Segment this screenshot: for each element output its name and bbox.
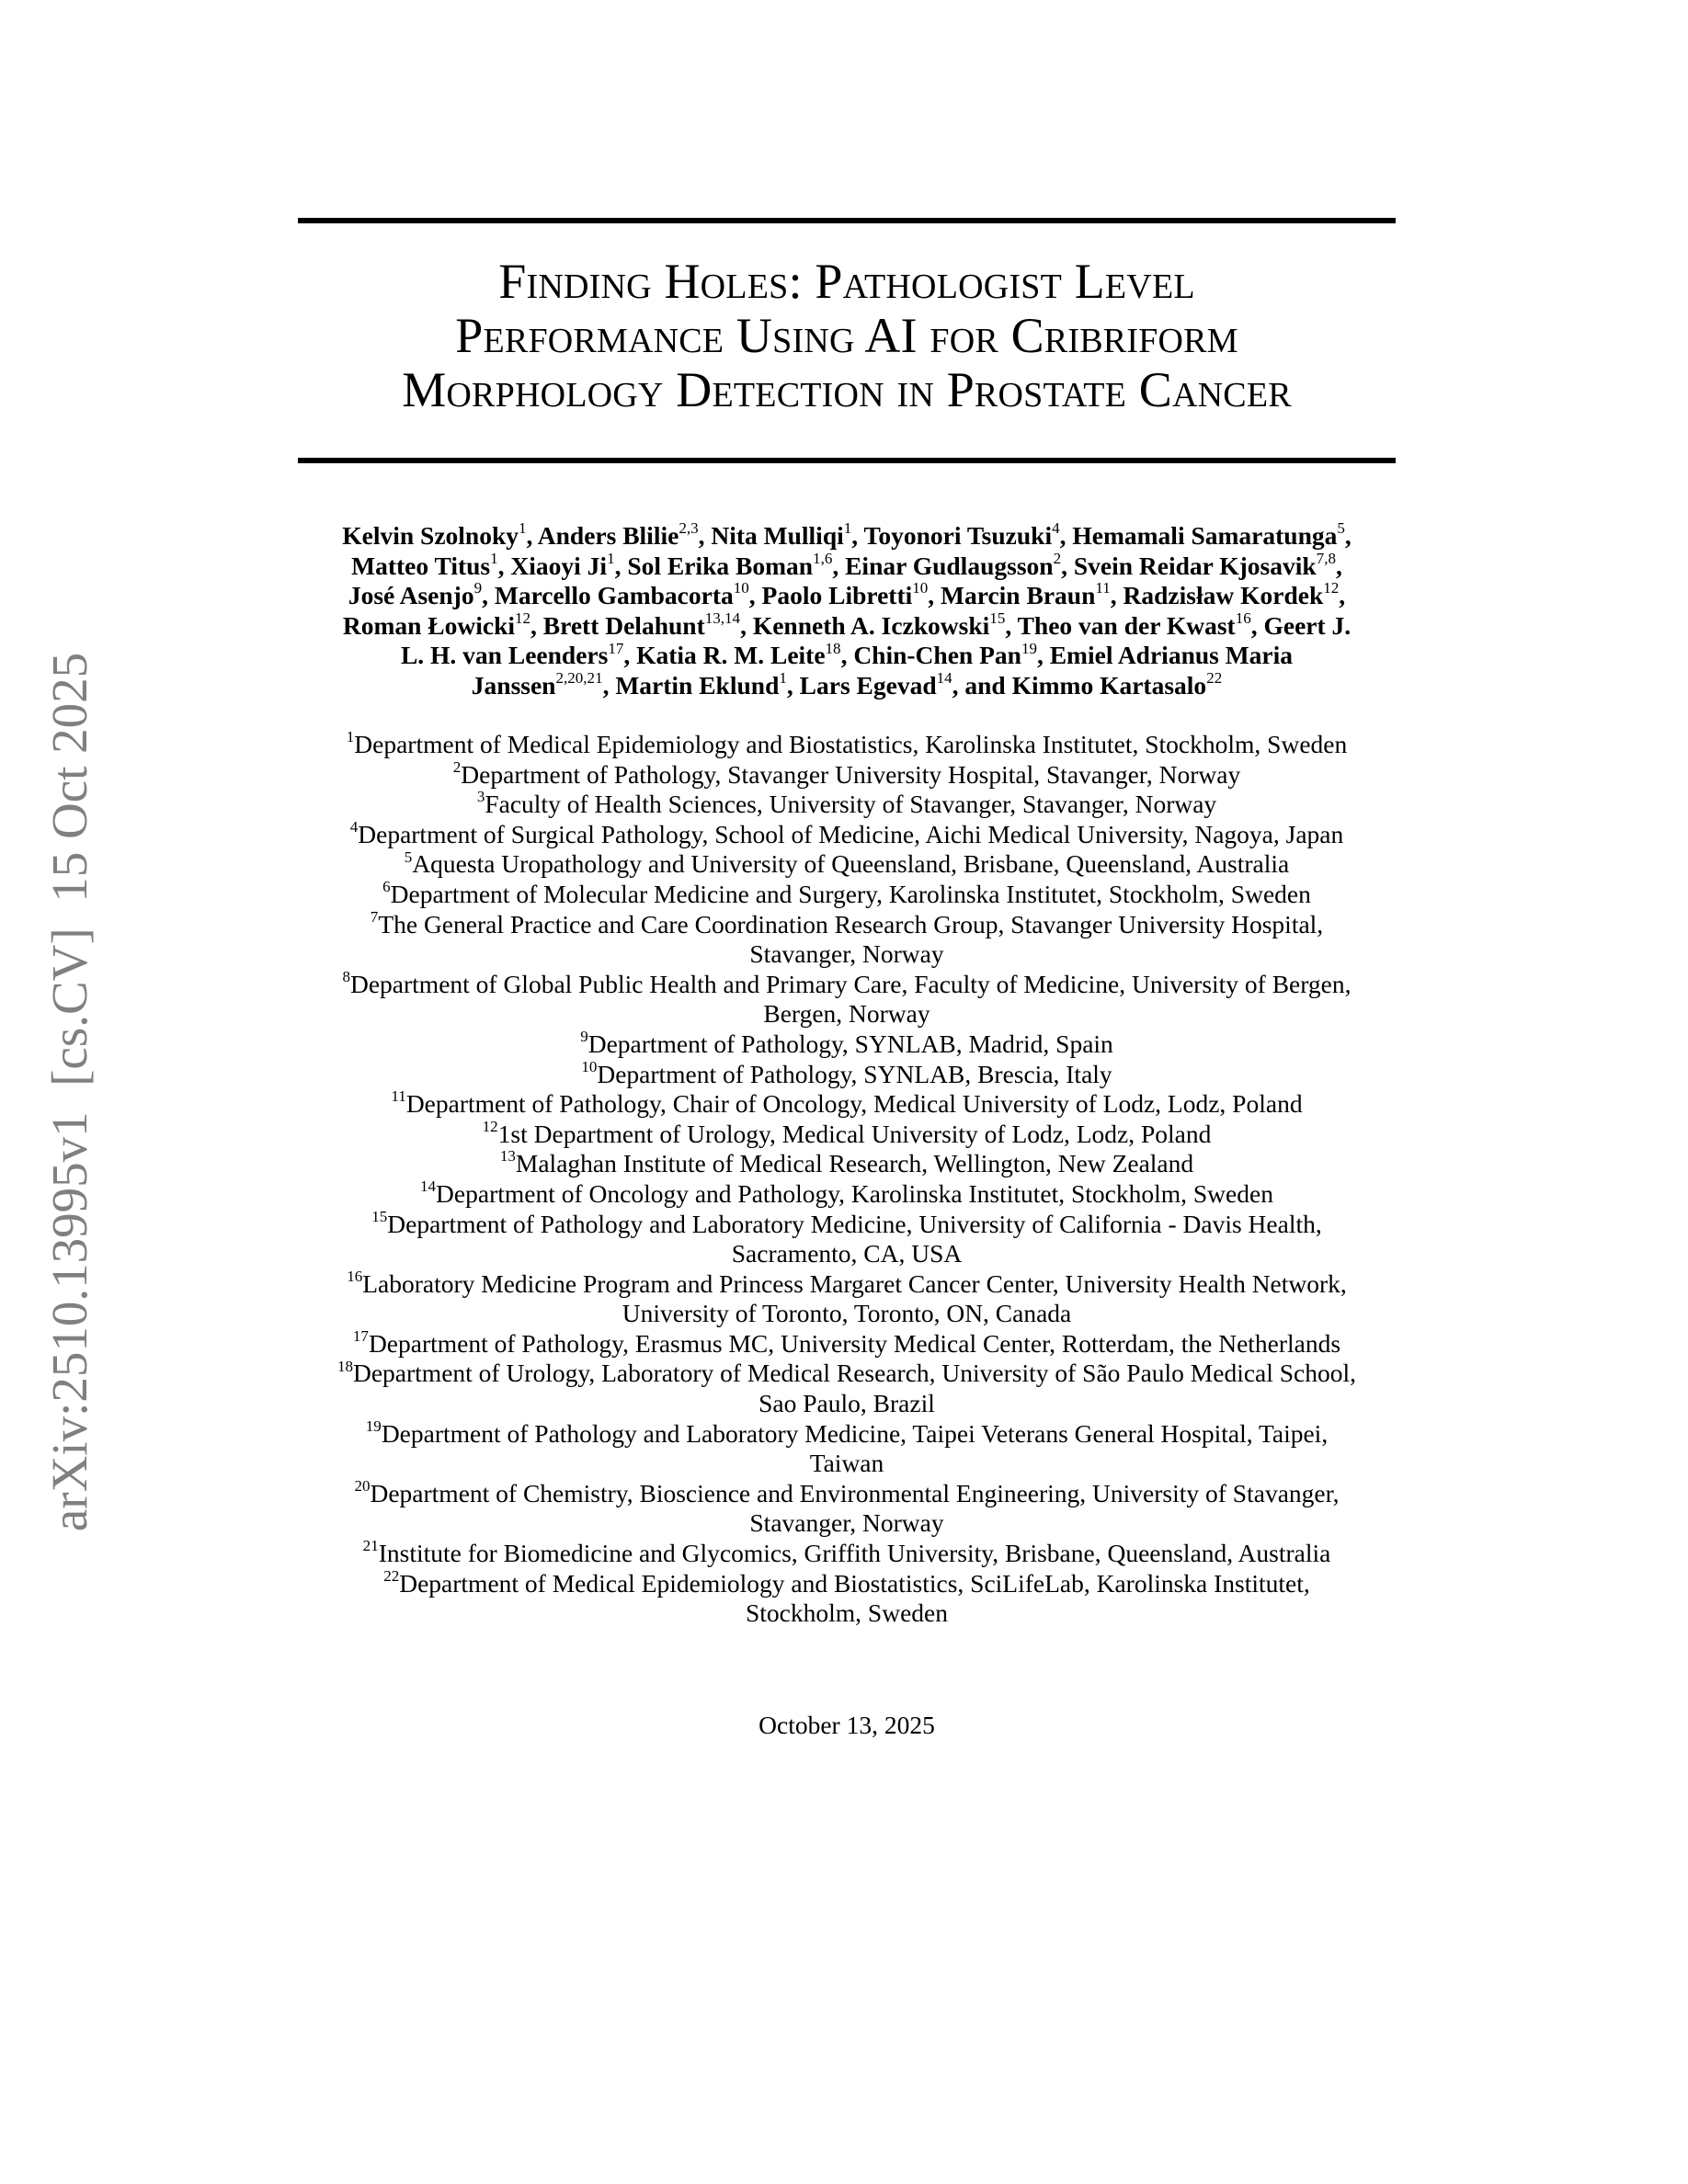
author-affiliation-marker: 2,3	[679, 519, 699, 538]
affiliation-item	[294, 1476, 1399, 1539]
affiliation-line	[294, 1057, 1399, 1090]
author-name: José Asenjo	[348, 581, 474, 610]
author-name: Hemamali Samaratunga	[1072, 521, 1338, 550]
author-name: Kelvin Szolnoky	[342, 521, 519, 550]
author-name: Svein Reidar Kjosavik	[1073, 551, 1317, 580]
affiliation-line	[294, 1269, 1399, 1300]
author-separator: ,	[623, 641, 637, 670]
author-name: Geert J.	[1263, 610, 1352, 640]
author-affiliation-marker: 11	[1095, 579, 1111, 597]
author-separator: ,	[832, 551, 846, 580]
affiliation-list	[294, 730, 1399, 1629]
affiliation-text: Department of Pathology and Laboratory Medicine, University of California - Davis Health,	[387, 1209, 1322, 1238]
author-separator: ,	[851, 521, 864, 550]
affiliation-item	[294, 1539, 1399, 1569]
affiliation-line	[294, 1566, 1399, 1599]
author-affiliation-marker: 1,6	[813, 549, 833, 567]
affiliation-number: 3	[476, 788, 485, 806]
affiliation-text: Taiwan	[809, 1449, 884, 1478]
author-affiliation-marker: 12	[515, 609, 531, 627]
affiliation-text: University of Toronto, Toronto, ON, Canada	[622, 1299, 1072, 1328]
author-affiliation-marker: 5	[1337, 519, 1345, 538]
affiliation-item	[294, 967, 1399, 1029]
author-separator: ,	[482, 581, 495, 610]
author-affiliation-marker: 2	[1053, 549, 1062, 567]
affiliation-text: Bergen, Norway	[763, 999, 930, 1029]
author-separator: ,	[928, 581, 941, 610]
author-name: L. H. van Leenders	[400, 641, 609, 670]
affiliation-line	[294, 999, 1399, 1029]
title-line: Morphology Detection in Prostate Cancer	[402, 362, 1292, 417]
affiliation-text: Department of Pathology, Stavanger University Hospital, Stavanger, Norway	[461, 759, 1241, 789]
author-affiliation-marker: 18	[825, 639, 841, 657]
author-affiliation-marker: 4	[1052, 519, 1060, 538]
affiliation-number: 2	[452, 757, 462, 776]
affiliation-number: 11	[391, 1087, 406, 1106]
author-name: Martin Eklund	[615, 670, 780, 700]
affiliation-item	[294, 880, 1399, 910]
affiliation-line	[294, 1359, 1399, 1389]
author-name: Chin-Chen Pan	[853, 641, 1021, 670]
affiliation-text: Department of Medical Epidemiology and Biostatistics, Karolinska Institutet, Stockholm, Sweden	[354, 730, 1348, 758]
affiliation-line	[294, 967, 1399, 1000]
affiliation-text: Department of Global Public Health and Primary Care, Faculty of Medicine, University of Bergen,	[349, 969, 1352, 998]
affiliation-text: Department of Surgical Pathology, School of Medicine, Aichi Medical University, Nagoya, Japan	[358, 819, 1344, 848]
author-separator: ,	[1059, 521, 1073, 550]
affiliation-text: Department of Chemistry, Bioscience and Environmental Engineering, University of Stavanger,	[370, 1478, 1340, 1507]
affiliation-item	[294, 730, 1399, 760]
author-separator: ,	[1335, 551, 1342, 580]
affiliation-line	[294, 939, 1399, 970]
affiliation-text: Stavanger, Norway	[749, 939, 944, 969]
author-affiliation-marker: 13,14	[704, 609, 741, 627]
affiliation-text: Faculty of Health Sciences, University of Stavanger, Stavanger, Norway	[485, 790, 1217, 819]
affiliation-item	[294, 1207, 1399, 1269]
affiliation-item	[294, 1269, 1399, 1329]
author-name: Lars Egevad	[799, 670, 937, 700]
affiliation-item	[294, 817, 1399, 850]
affiliation-number: 5	[404, 847, 413, 866]
author-line	[294, 581, 1399, 611]
author-affiliation-marker: 22	[1206, 669, 1223, 688]
author-name: Paolo Libretti	[761, 581, 913, 610]
author-separator: ,	[530, 610, 543, 640]
author-affiliation-marker: 17	[608, 639, 624, 657]
affiliation-line	[294, 1239, 1399, 1269]
author-separator: ,	[497, 551, 511, 580]
affiliation-number: 12	[482, 1117, 498, 1135]
author-separator: ,	[1250, 610, 1264, 640]
affiliation-line	[294, 849, 1399, 880]
author-affiliation-marker: 1	[490, 549, 498, 567]
affiliation-number: 4	[349, 817, 359, 836]
affiliation-item	[294, 1117, 1399, 1150]
author-separator: ,	[1061, 551, 1074, 580]
affiliation-number: 20	[354, 1476, 371, 1495]
affiliation-item	[294, 1416, 1399, 1479]
affiliation-line	[294, 1449, 1399, 1479]
author-name: Marcello Gambacorta	[494, 581, 734, 610]
affiliation-line	[294, 1329, 1399, 1359]
author-name: Brett Delahunt	[542, 610, 705, 640]
affiliation-line	[294, 880, 1399, 910]
affiliation-text: Department of Pathology, Erasmus MC, University Medical Center, Rotterdam, the Netherlands	[368, 1328, 1341, 1358]
affiliation-text: Malaghan Institute of Medical Research, Wellington, New Zealand	[515, 1149, 1194, 1178]
affiliation-item	[294, 849, 1399, 880]
affiliation-line	[294, 907, 1399, 940]
author-name: Sol Erika Boman	[627, 551, 814, 580]
author-name: Janssen	[471, 670, 556, 700]
affiliation-number: 1	[346, 728, 355, 746]
affiliation-number: 14	[420, 1177, 437, 1196]
publication-date: October 13, 2025	[758, 1711, 935, 1739]
author-separator: ,	[614, 551, 628, 580]
affiliation-line	[294, 1539, 1399, 1569]
author-affiliation-marker: 1	[607, 549, 615, 567]
affiliation-line	[294, 1179, 1399, 1210]
affiliation-number: 15	[371, 1207, 388, 1225]
affiliation-item	[294, 790, 1399, 820]
author-separator: ,	[840, 641, 854, 670]
author-name: Marcin Braun	[941, 581, 1096, 610]
author-affiliation-marker: 9	[473, 579, 483, 597]
affiliation-line	[294, 1089, 1399, 1120]
author-name: Roman Łowicki	[342, 610, 516, 640]
affiliation-item	[294, 1179, 1399, 1210]
author-line	[294, 671, 1399, 701]
affiliation-number: 22	[383, 1566, 400, 1585]
author-line	[294, 521, 1399, 552]
author-line	[294, 549, 1399, 582]
author-separator: , and	[952, 670, 1012, 700]
author-name: Theo van der Kwast	[1017, 610, 1236, 640]
author-separator: ,	[786, 670, 800, 700]
author-affiliation-marker: 16	[1235, 609, 1251, 627]
affiliation-number: 13	[499, 1147, 516, 1166]
affiliation-number: 9	[580, 1028, 588, 1046]
affiliation-item	[294, 1029, 1399, 1060]
author-affiliation-marker: 1	[779, 669, 787, 688]
affiliation-text: Department of Pathology, SYNLAB, Brescia, Italy	[597, 1059, 1112, 1088]
author-separator: ,	[1110, 581, 1123, 610]
affiliation-line	[294, 1029, 1399, 1060]
author-name: Emiel Adrianus Maria	[1049, 641, 1294, 670]
affiliation-text: Department of Pathology, Chair of Oncology, Medical University of Lodz, Lodz, Poland	[405, 1089, 1303, 1119]
affiliation-item	[294, 1329, 1399, 1359]
affiliation-text: Department of Pathology and Laboratory Medicine, Taipei Veterans General Hospital, Taipei,	[381, 1418, 1329, 1448]
affiliation-line	[294, 1476, 1399, 1509]
affiliation-number: 17	[352, 1327, 369, 1346]
title-rule-top	[298, 218, 1396, 223]
affiliation-text: Sacramento, CA, USA	[731, 1239, 963, 1268]
affiliation-text: The General Practice and Care Coordination Research Group, Stavanger University Hospital,	[378, 909, 1324, 938]
affiliation-text: Department of Oncology and Pathology, Karolinska Institutet, Stockholm, Sweden	[436, 1178, 1273, 1208]
author-affiliation-marker: 19	[1021, 639, 1037, 657]
author-affiliation-marker: 14	[936, 669, 952, 688]
affiliation-line	[294, 817, 1399, 850]
affiliation-text: Laboratory Medicine Program and Princess Margaret Cancer Center, University Health Network,	[362, 1268, 1347, 1298]
affiliation-line	[294, 1207, 1399, 1240]
author-separator: ,	[602, 670, 616, 700]
affiliation-line	[294, 730, 1399, 760]
author-name: Kimmo Kartasalo	[1011, 670, 1207, 700]
author-name: Kenneth A. Iczkowski	[752, 610, 990, 640]
affiliation-number: 7	[370, 907, 379, 926]
affiliation-line	[294, 1598, 1399, 1629]
author-name: Toyonori Tsuzuki	[863, 521, 1053, 550]
author-separator: ,	[1005, 610, 1018, 640]
author-list	[294, 521, 1399, 701]
affiliation-line	[294, 1299, 1399, 1329]
author-separator: ,	[1036, 641, 1050, 670]
affiliation-line	[294, 1149, 1399, 1179]
title-line: Performance Using AI for Cribriform	[455, 308, 1238, 363]
affiliation-text: Department of Molecular Medicine and Surgery, Karolinska Institutet, Stockholm, Sweden	[390, 879, 1311, 908]
author-name: Xiaoyi Ji	[510, 551, 608, 580]
author-separator: ,	[698, 521, 712, 550]
affiliation-number: 8	[342, 967, 350, 985]
author-name: Katia R. M. Leite	[636, 641, 826, 670]
affiliation-text: Department of Pathology, SYNLAB, Madrid, Spain	[587, 1029, 1113, 1058]
author-affiliation-marker: 12	[1323, 579, 1340, 597]
affiliation-item	[294, 1149, 1399, 1179]
author-separator: ,	[740, 610, 753, 640]
affiliation-text: Institute for Biomedicine and Glycomics, Griffith University, Brisbane, Queensland, Australia	[378, 1539, 1331, 1568]
affiliation-text: Department of Urology, Laboratory of Medical Research, University of São Paulo Medical School,	[352, 1359, 1357, 1388]
affiliation-text: Sao Paulo, Brazil	[758, 1389, 935, 1418]
affiliation-text: Stavanger, Norway	[749, 1508, 944, 1538]
author-separator: ,	[526, 521, 538, 550]
affiliation-text: 1st Department of Urology, Medical University of Lodz, Lodz, Poland	[497, 1119, 1212, 1148]
affiliation-number: 18	[336, 1357, 353, 1375]
author-affiliation-marker: 10	[912, 579, 929, 597]
affiliation-item	[294, 1057, 1399, 1090]
affiliation-item	[294, 1359, 1399, 1418]
title-line: Finding Holes: Pathologist Level	[498, 254, 1195, 309]
affiliation-line	[294, 1117, 1399, 1150]
affiliation-text: Department of Medical Epidemiology and Biostatistics, SciLifeLab, Karolinska Institutet,	[399, 1568, 1310, 1598]
author-affiliation-marker: 2,20,21	[555, 669, 603, 688]
author-separator: ,	[1344, 521, 1352, 550]
author-affiliation-marker: 10	[733, 579, 749, 597]
paper-title	[298, 255, 1396, 417]
affiliation-number: 19	[365, 1416, 382, 1435]
author-name: Matteo Titus	[351, 551, 491, 580]
affiliation-item	[294, 1566, 1399, 1629]
affiliation-item	[294, 1089, 1399, 1120]
author-line	[294, 611, 1399, 642]
author-name: Anders Blilie	[537, 521, 679, 550]
author-affiliation-marker: 7,8	[1316, 549, 1336, 567]
author-affiliation-marker: 1	[519, 519, 527, 538]
author-name: Einar Gudlaugsson	[845, 551, 1054, 580]
affiliation-line	[294, 1416, 1399, 1450]
author-name: Radzisław Kordek	[1123, 581, 1324, 610]
title-rule-bottom	[298, 458, 1396, 463]
author-line	[294, 641, 1399, 671]
affiliation-item	[294, 757, 1399, 791]
affiliation-line	[294, 757, 1399, 791]
affiliation-number: 16	[347, 1267, 363, 1285]
affiliation-line	[294, 1508, 1399, 1539]
affiliation-text: Stockholm, Sweden	[746, 1598, 948, 1628]
author-name: Nita Mulliqi	[711, 521, 844, 550]
author-affiliation-marker: 1	[843, 519, 852, 538]
author-affiliation-marker: 15	[989, 609, 1006, 627]
author-separator: ,	[1339, 581, 1346, 610]
affiliation-number: 21	[362, 1537, 379, 1555]
affiliation-line	[294, 1389, 1399, 1419]
arxiv-identifier-stamp: arXiv:2510.13995v1 [cs.CV] 15 Oct 2025	[41, 652, 97, 1532]
affiliation-item	[294, 907, 1399, 970]
author-separator: ,	[748, 581, 762, 610]
affiliation-number: 10	[581, 1057, 598, 1075]
affiliation-line	[294, 790, 1399, 820]
affiliation-text: Aquesta Uropathology and University of Queensland, Brisbane, Queensland, Australia	[412, 849, 1290, 879]
affiliation-number: 6	[382, 878, 391, 896]
